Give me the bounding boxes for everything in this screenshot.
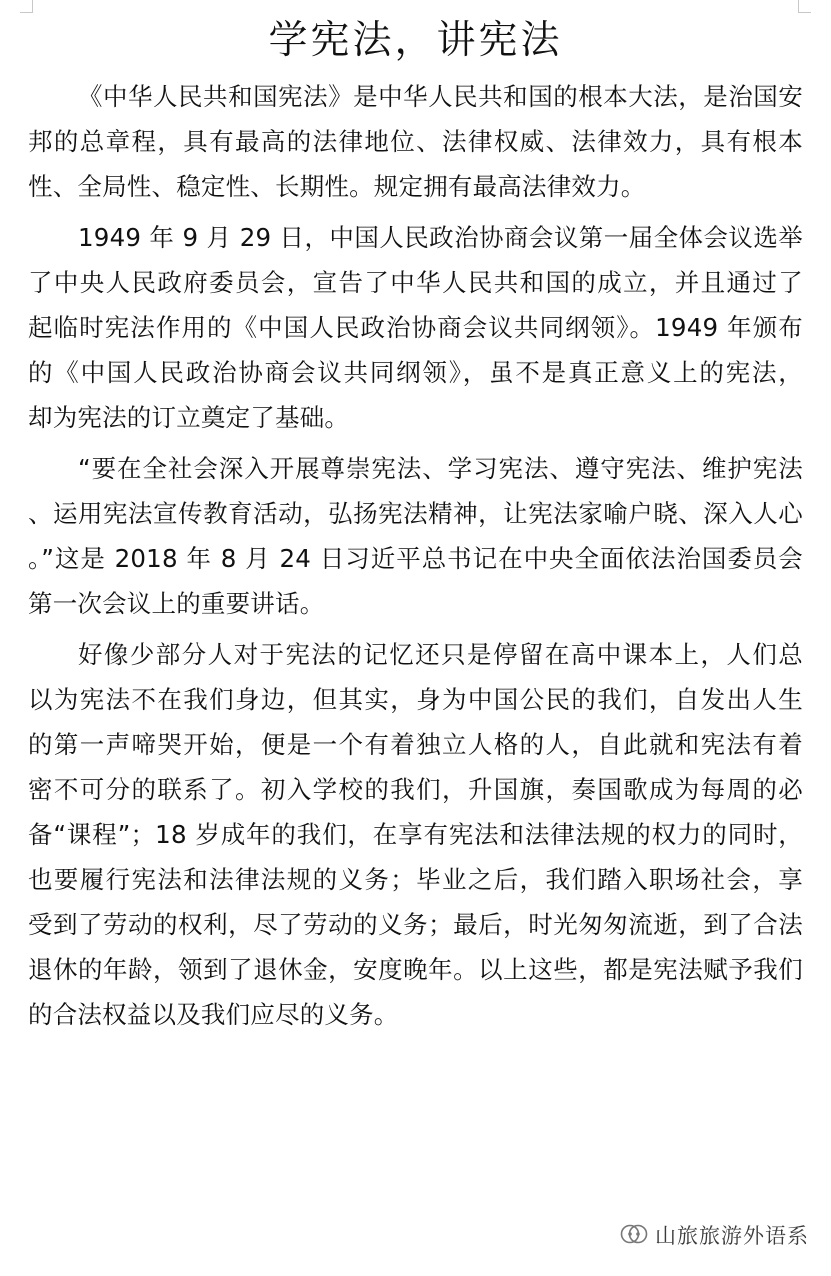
paragraph-line: 第一次会议上的重要讲话。 <box>28 589 325 618</box>
paragraph-line: “要在全社会深入开展尊崇宪法、学习宪法、遵守宪法、维护宪法 <box>78 454 803 483</box>
paragraph-line: 了中央人民政府委员会，宣告了中华人民共和国的成立，并且通过了 <box>28 268 803 297</box>
paragraph <box>28 632 803 1037</box>
paragraph-line: 性、全局性、稳定性、长期性。规定拥有最高法律效力。 <box>28 172 646 201</box>
paragraph-line: 的《中国人民政治协商会议共同纲领》，虽不是真正意义上的宪法， <box>28 358 803 387</box>
paragraph <box>28 74 803 209</box>
watermark-text: 山旅旅游外语系 <box>655 1224 809 1248</box>
paragraph-line: 、运用宪法宣传教育活动，弘扬宪法精神，让宪法家喻户晓、深入人心 <box>28 499 803 528</box>
paragraph-line: 也要履行宪法和法律法规的义务；毕业之后，我们踏入职场社会，享 <box>28 865 803 894</box>
document-title: 学宪法，讲宪法 <box>268 18 563 63</box>
paragraph <box>28 446 803 626</box>
paragraph-line: 退休的年龄，领到了退休金，安度晚年。以上这些，都是宪法赋予我们 <box>28 955 803 984</box>
paragraph-line: 受到了劳动的权利，尽了劳动的义务；最后，时光匆匆流逝，到了合法 <box>28 910 803 939</box>
paragraph-line: 邦的总章程，具有最高的法律地位、法律权威、法律效力，具有根本 <box>28 127 803 156</box>
document-body <box>28 74 803 1043</box>
paragraph-line: 1949 年 9 月 29 日，中国人民政治协商会议第一届全体会议选举 <box>78 223 803 252</box>
paragraph-line: 以为宪法不在我们身边，但其实，身为中国公民的我们，自发出人生 <box>28 685 803 714</box>
paragraph-line: 起临时宪法作用的《中国人民政治协商会议共同纲领》。1949 年颁布 <box>28 313 803 342</box>
page-corner-mark-left <box>20 0 33 13</box>
paragraph-line: 的第一声啼哭开始，便是一个有着独立人格的人，自此就和宪法有着 <box>28 730 803 759</box>
paragraph-line: 的合法权益以及我们应尽的义务。 <box>28 1000 399 1029</box>
account-watermark <box>619 1220 809 1250</box>
paragraph-line: 好像少部分人对于宪法的记忆还只是停留在高中课本上，人们总 <box>78 640 803 669</box>
paragraph-line: 《中华人民共和国宪法》是中华人民共和国的根本大法，是治国安 <box>78 82 803 111</box>
paragraph-line: 密不可分的联系了。初入学校的我们，升国旗，奏国歌成为每周的必 <box>28 775 803 804</box>
paragraph-line: 备“课程”；18 岁成年的我们，在享有宪法和法律法规的权力的同时， <box>28 820 803 849</box>
paragraph-line: 却为宪法的订立奠定了基础。 <box>28 403 350 432</box>
wechat-channel-icon <box>619 1221 649 1249</box>
paragraph <box>28 215 803 440</box>
paragraph-line: 。”这是 2018 年 8 月 24 日习近平总书记在中央全面依法治国委员会 <box>28 544 803 573</box>
page-corner-mark-right <box>798 0 811 13</box>
